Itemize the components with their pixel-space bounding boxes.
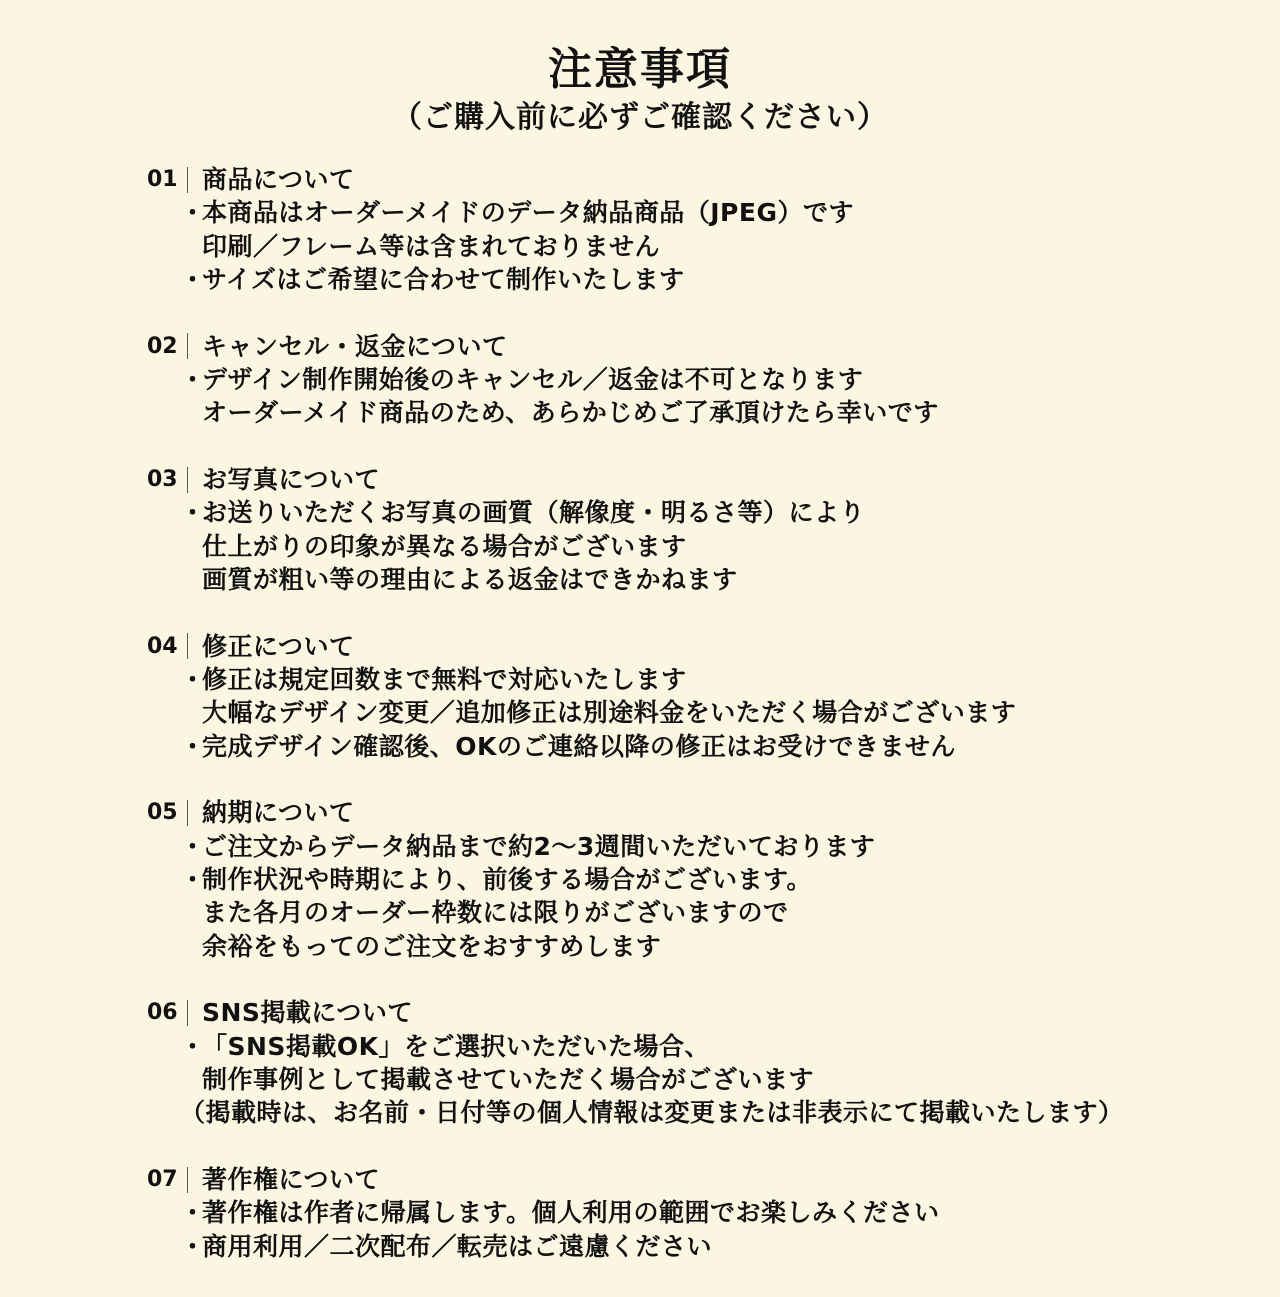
notice-line-text: お送りいただくお写真の画質（解像度・明るさ等）により [202, 498, 866, 528]
section-divider [187, 167, 188, 193]
notice-line-text: 制作事例として掲載させていただく場合がございます [202, 1065, 815, 1095]
notice-section [147, 163, 1257, 296]
notice-section [147, 463, 1257, 596]
notice-line-text: サイズはご希望に合わせて制作いたします [202, 264, 685, 294]
bullet-mark: ・ [180, 831, 206, 861]
section-heading [147, 463, 1257, 496]
bullet-mark: ・ [180, 1031, 206, 1061]
notice-line [147, 396, 1257, 429]
section-divider [187, 1167, 188, 1193]
bullet-mark: ・ [180, 364, 206, 394]
bullet-mark: ・ [180, 1198, 206, 1228]
page-title: 注意事項 [548, 44, 732, 95]
bullet-mark: ・ [180, 665, 206, 695]
notice-section [147, 796, 1257, 962]
notice-line-text: 本商品はオーダーメイドのデータ納品商品（JPEG）です [202, 198, 854, 228]
notice-line-text: 「SNS掲載OK」をご選択いただいた場合、 [202, 1031, 711, 1061]
section-heading [147, 330, 1257, 363]
section-number: 03 [147, 467, 178, 493]
section-number: 04 [147, 633, 178, 659]
notice-line-text: （掲載時は、お名前・日付等の個人情報は変更または非表示にて掲載いたします） [180, 1098, 1124, 1128]
notice-sections [147, 163, 1257, 1297]
bullet-mark: ・ [180, 264, 206, 294]
bullet-mark: ・ [180, 731, 206, 761]
notice-line-text: 著作権は作者に帰属します。個人利用の範囲でお楽しみください [202, 1198, 940, 1228]
section-heading [147, 996, 1257, 1029]
section-number: 01 [147, 167, 178, 192]
bullet-mark: ・ [180, 865, 206, 895]
notice-line-text: オーダーメイド商品のため、あらかじめご了承頂けたら幸いです [202, 398, 939, 428]
notice-line-text: 修正は規定回数まで無料で対応いたします [202, 665, 687, 695]
notice-section [147, 1163, 1257, 1263]
notice-section [147, 630, 1257, 763]
section-heading [147, 630, 1257, 663]
page-subtitle: （ご購入前に必ずご確認ください） [392, 100, 888, 135]
section-heading-text: キャンセル・返金について [202, 331, 508, 361]
notice-line [147, 663, 1257, 696]
section-divider [187, 633, 188, 659]
section-number: 05 [147, 800, 178, 826]
notice-line-text: 商用利用／二次配布／転売はご遠慮ください [202, 1231, 713, 1261]
notice-line-text: 完成デザイン確認後、OKのご連絡以降の修正はお受けできません [202, 731, 956, 761]
section-heading [147, 163, 1257, 196]
bullet-mark: ・ [180, 498, 206, 528]
notice-line [147, 830, 1257, 863]
section-heading [147, 1163, 1257, 1196]
notice-line-text: ご注文からデータ納品まで約2〜3週間いただいております [202, 831, 876, 861]
notice-line-text: 画質が粗い等の理由による返金はできかねます [202, 564, 738, 594]
notice-line [147, 1030, 1257, 1063]
section-divider [187, 333, 188, 359]
notice-section [147, 996, 1257, 1129]
section-number: 07 [147, 1167, 178, 1193]
section-heading-text: 著作権について [202, 1165, 381, 1195]
section-heading-text: SNS掲載について [202, 998, 413, 1028]
notice-line-text: 印刷／フレーム等は含まれておりません [202, 231, 661, 261]
section-heading-text: 修正について [202, 631, 355, 661]
notice-line [147, 230, 1257, 263]
section-number: 02 [147, 333, 178, 359]
notice-line [147, 1196, 1257, 1229]
notice-line-text: 余裕をもってのご注文をおすすめします [202, 931, 662, 961]
section-divider [187, 800, 188, 826]
notice-line [147, 1096, 1257, 1129]
section-heading [147, 796, 1257, 829]
notice-line [147, 263, 1257, 296]
notice-section [147, 330, 1257, 430]
section-heading-text: 商品について [202, 165, 355, 194]
notice-line-text: 制作状況や時期により、前後する場合がございます。 [202, 865, 813, 895]
notice-line [147, 1230, 1257, 1263]
section-heading-text: 納期について [202, 798, 355, 828]
section-divider [187, 1000, 188, 1026]
section-heading-text: お写真について [202, 465, 381, 495]
notice-line [147, 896, 1257, 929]
notice-line-text: また各月のオーダー枠数には限りがございますので [202, 898, 789, 928]
notice-line [147, 863, 1257, 896]
notice-line-text: デザイン制作開始後のキャンセル／返金は不可となります [202, 364, 864, 394]
notice-line-text: 仕上がりの印象が異なる場合がございます [202, 531, 687, 561]
section-number: 06 [147, 1000, 178, 1026]
notice-line [147, 696, 1257, 729]
section-divider [187, 467, 188, 493]
notice-line [147, 1063, 1257, 1096]
notice-line [147, 363, 1257, 396]
notice-line-text: 大幅なデザイン変更／追加修正は別途料金をいただく場合がございます [202, 698, 1017, 728]
notice-line [147, 730, 1257, 763]
notice-line [147, 496, 1257, 529]
notice-line [147, 530, 1257, 563]
bullet-mark: ・ [180, 198, 206, 228]
bullet-mark: ・ [180, 1231, 206, 1261]
notice-line [147, 930, 1257, 963]
notice-line [147, 196, 1257, 229]
notice-line [147, 563, 1257, 596]
